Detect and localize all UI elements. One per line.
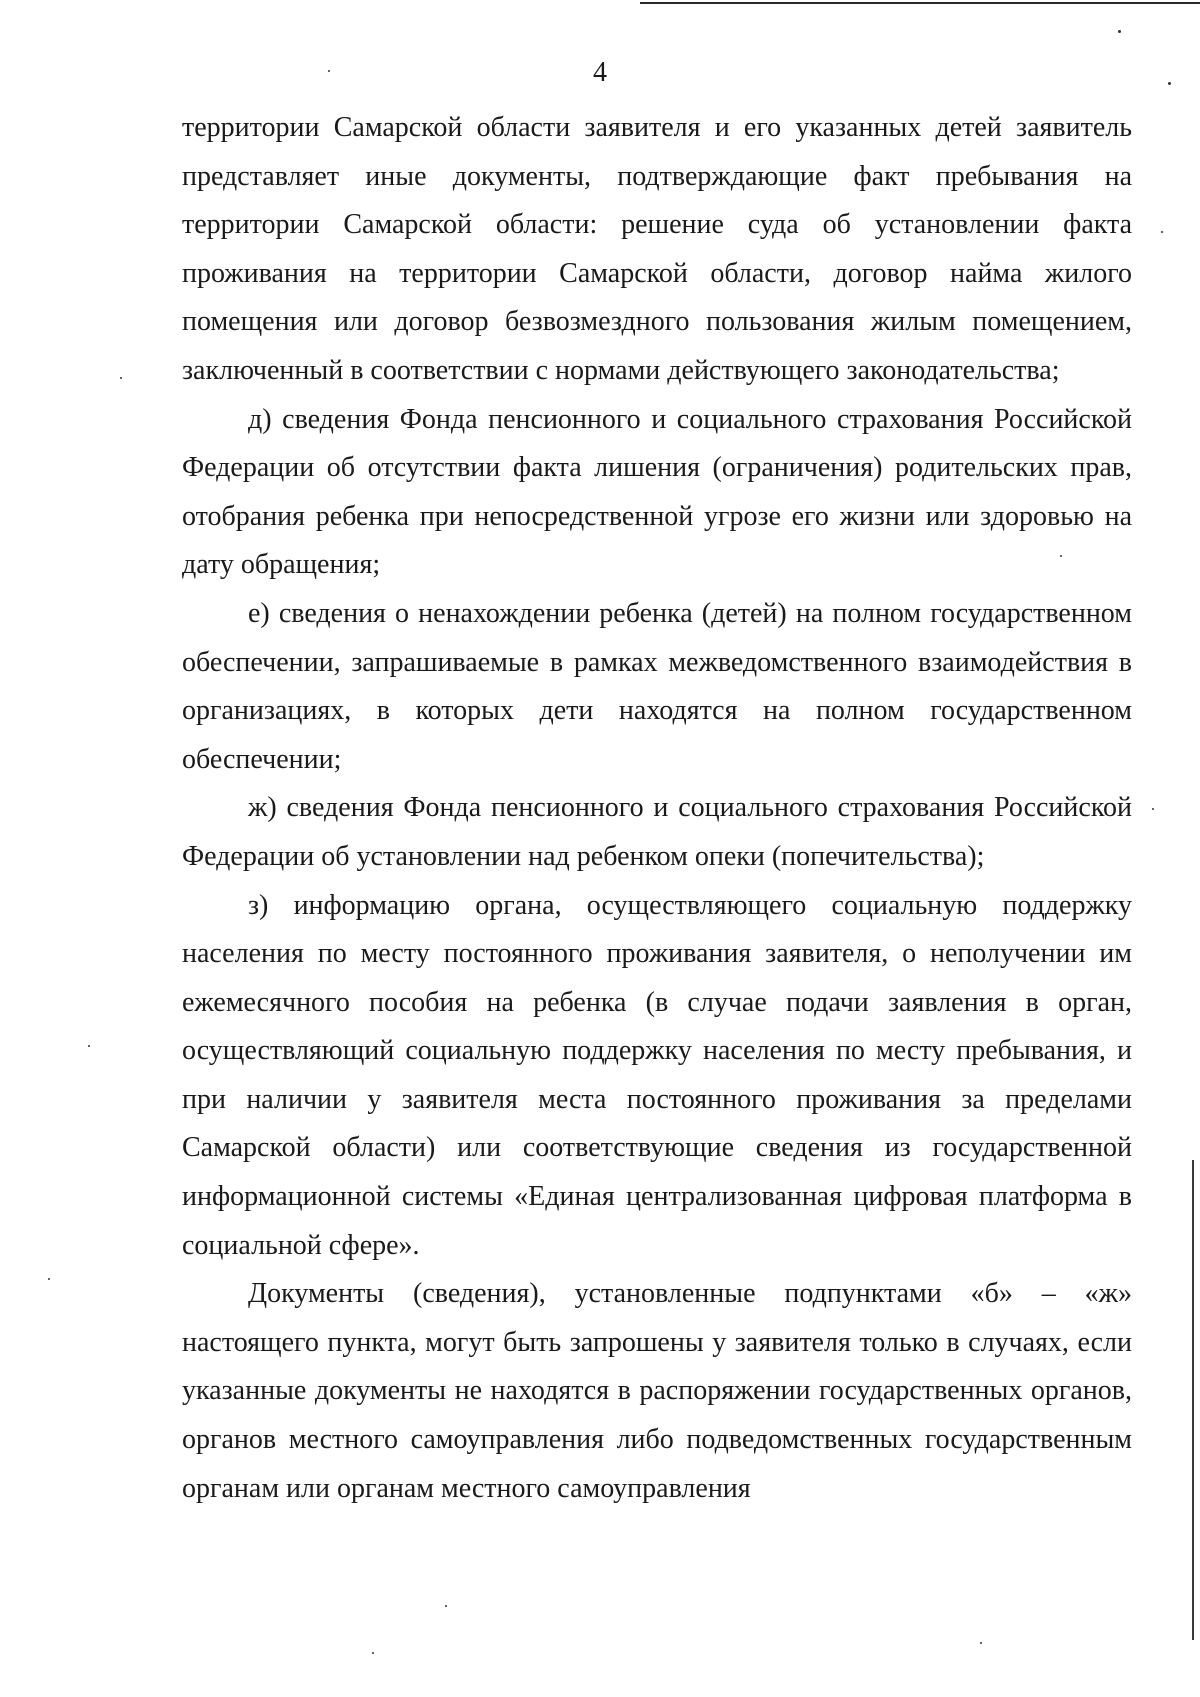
paragraph-item-z: з) информацию органа, осуществляющего социальную поддержку населения по месту постоянного проживания заявителя, о неполучении им ежемесячного пособия на ребенка (в случае подачи заявления в орган, осуществляющий социальную поддержку населения по месту пребывания, и при наличии у заявителя места постоянного проживания за пределами Самарской области) или соответствующие сведения из государственной информационной системы «Единая централизованная цифровая платформа в социальной сфере». bbox=[182, 889, 1132, 1261]
paragraph-documents-note: Документы (сведения), установленные подпунктами «б» – «ж» настоящего пункта, могут быть запрошены у заявителя только в случаях, если указанные документы не находятся в распоряжении государственных органов, органов местного самоуправления либо подведомственных государственным органам или органам местного самоуправления bbox=[182, 1278, 1132, 1504]
paragraph-continuation: территории Самарской области заявителя и его указанных детей заявитель представляет иные документы, подтверждающие факт пребывания на территории Самарской области: решение суда об установлении факта проживания на территории Самарской области, договор найма жилого помещения или договор безвозмездного пользования жилым помещением, заключенный в соответствии с нормами действующего законодательства; bbox=[182, 112, 1132, 386]
scan-edge-right bbox=[1192, 1160, 1194, 1640]
scan-speck bbox=[1168, 82, 1171, 85]
scan-speck bbox=[120, 377, 122, 379]
paragraph-item-e: е) сведения о ненахождении ребенка (детей) на полном государственном обеспечении, запрашиваемые в рамках межведомственного взаимодействия в организациях, в которых дети находятся на полном государственном обеспечении; bbox=[182, 597, 1132, 775]
paragraph-item-d: д) сведения Фонда пенсионного и социального страхования Российской Федерации об отсутствии факта лишения (ограничения) родительских прав, отобрания ребенка при непосредственной угрозе его жизни или здоровью на дату обращения; bbox=[182, 403, 1132, 581]
scan-speck bbox=[328, 70, 330, 72]
scan-speck bbox=[1161, 231, 1163, 233]
scan-speck bbox=[1060, 555, 1062, 557]
scan-speck bbox=[88, 1045, 90, 1047]
document-body bbox=[182, 104, 1132, 1513]
scan-speck bbox=[1152, 808, 1154, 810]
page-number: 4 bbox=[593, 57, 607, 88]
scan-speck bbox=[372, 1652, 374, 1654]
paragraph-item-zh: ж) сведения Фонда пенсионного и социального страхования Российской Федерации об установлении над ребенком опеки (попечительства); bbox=[182, 792, 1132, 872]
scan-speck bbox=[48, 1278, 50, 1280]
scan-edge-top bbox=[640, 2, 1200, 4]
scan-speck bbox=[980, 1642, 982, 1644]
scan-speck bbox=[445, 1605, 447, 1607]
scan-speck bbox=[1118, 30, 1121, 33]
